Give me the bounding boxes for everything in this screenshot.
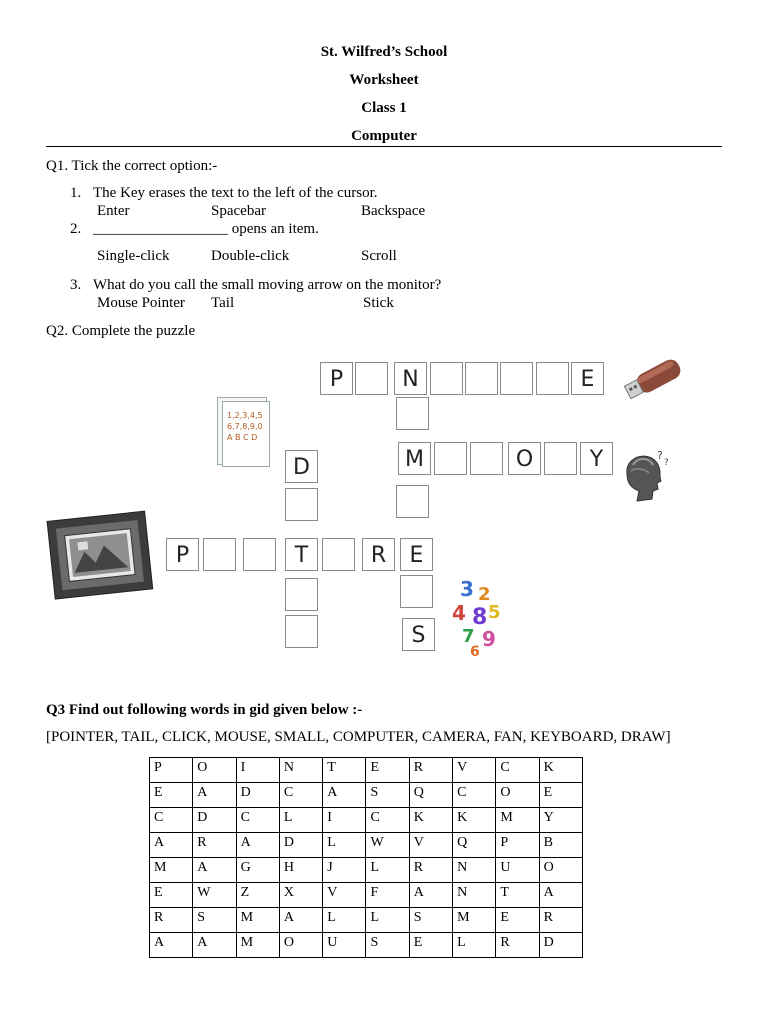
grid-cell[interactable]: S — [366, 933, 409, 958]
grid-cell[interactable]: Q — [453, 833, 496, 858]
grid-cell[interactable]: T — [323, 758, 366, 783]
grid-cell[interactable]: Z — [236, 883, 279, 908]
grid-cell[interactable]: V — [409, 833, 452, 858]
crossword-cell[interactable] — [434, 442, 467, 475]
svg-text:2: 2 — [478, 584, 491, 605]
q1-item-2-option-c[interactable]: Scroll — [361, 248, 397, 264]
crossword-cell[interactable]: M — [398, 442, 431, 475]
grid-cell[interactable]: C — [279, 783, 322, 808]
crossword-cell[interactable]: T — [285, 538, 318, 571]
crossword-cell[interactable] — [430, 362, 463, 395]
grid-cell[interactable]: L — [279, 808, 322, 833]
grid-cell[interactable]: E — [366, 758, 409, 783]
grid-cell[interactable]: E — [496, 908, 539, 933]
crossword-cell[interactable] — [285, 488, 318, 521]
grid-cell[interactable]: D — [236, 783, 279, 808]
q3-word-list: [POINTER, TAIL, CLICK, MOUSE, SMALL, COMPUTER, CAMERA, FAN, KEYBOARD, DRAW] — [46, 729, 671, 745]
grid-row — [150, 933, 583, 958]
q1-item-1-option-c[interactable]: Backspace — [361, 203, 426, 219]
grid-cell[interactable]: R — [409, 758, 452, 783]
crossword-cell[interactable] — [396, 485, 429, 518]
grid-cell[interactable]: W — [193, 883, 236, 908]
grid-cell[interactable]: F — [366, 883, 409, 908]
grid-row — [150, 833, 583, 858]
grid-cell[interactable]: E — [409, 933, 452, 958]
grid-row — [150, 908, 583, 933]
grid-cell[interactable]: A — [193, 933, 236, 958]
q2-title: Q2. Complete the puzzle — [46, 323, 196, 339]
grid-cell[interactable]: K — [409, 808, 452, 833]
grid-cell[interactable]: O — [496, 783, 539, 808]
grid-cell[interactable]: N — [279, 758, 322, 783]
grid-cell[interactable]: U — [323, 933, 366, 958]
crossword-cell[interactable] — [536, 362, 569, 395]
grid-row — [150, 883, 583, 908]
crossword-cell[interactable] — [322, 538, 355, 571]
q1-item-2-option-b[interactable]: Double-click — [211, 248, 290, 264]
grid-cell[interactable]: O — [193, 758, 236, 783]
grid-cell[interactable]: X — [279, 883, 322, 908]
grid-cell[interactable]: D — [539, 933, 582, 958]
crossword-cell[interactable] — [285, 578, 318, 611]
grid-cell[interactable]: A — [323, 783, 366, 808]
grid-cell[interactable]: A — [150, 833, 193, 858]
q1-item-1-option-b[interactable]: Spacebar — [211, 203, 266, 219]
grid-cell[interactable]: A — [193, 858, 236, 883]
grid-cell[interactable]: A — [150, 933, 193, 958]
svg-text:5: 5 — [488, 602, 501, 623]
pen-drive-icon — [620, 350, 690, 405]
word-search-grid — [149, 757, 583, 958]
grid-cell[interactable]: I — [323, 808, 366, 833]
q1-item-3-option-b[interactable]: Tail — [211, 295, 235, 311]
grid-cell[interactable]: P — [496, 833, 539, 858]
grid-cell[interactable]: P — [150, 758, 193, 783]
grid-cell[interactable]: R — [409, 858, 452, 883]
grid-cell[interactable]: A — [539, 883, 582, 908]
grid-cell[interactable]: L — [323, 833, 366, 858]
svg-text:?: ? — [657, 449, 663, 462]
grid-cell[interactable]: V — [323, 883, 366, 908]
crossword-cell[interactable] — [396, 397, 429, 430]
grid-cell[interactable]: Q — [409, 783, 452, 808]
crossword-cell[interactable] — [203, 538, 236, 571]
q1-item-2-option-a[interactable]: Single-click — [97, 248, 170, 264]
grid-cell[interactable]: H — [279, 858, 322, 883]
colorful-numbers-icon — [448, 570, 518, 660]
crossword-cell[interactable] — [500, 362, 533, 395]
crossword-cell[interactable]: D — [285, 450, 318, 483]
grid-cell[interactable]: W — [366, 833, 409, 858]
grid-row — [150, 783, 583, 808]
grid-cell[interactable]: N — [453, 883, 496, 908]
crossword-cell[interactable]: P — [166, 538, 199, 571]
crossword-cell[interactable] — [400, 575, 433, 608]
crossword-cell[interactable] — [465, 362, 498, 395]
grid-cell[interactable]: M — [150, 858, 193, 883]
grid-cell[interactable]: C — [236, 808, 279, 833]
svg-text:3: 3 — [460, 577, 474, 601]
grid-cell[interactable]: C — [496, 758, 539, 783]
grid-cell[interactable]: M — [236, 908, 279, 933]
grid-cell[interactable]: C — [453, 783, 496, 808]
grid-cell[interactable]: E — [150, 783, 193, 808]
crossword-cell[interactable]: R — [362, 538, 395, 571]
svg-text:6: 6 — [470, 644, 480, 660]
grid-cell[interactable]: S — [193, 908, 236, 933]
crossword-cell[interactable]: N — [394, 362, 427, 395]
q1-item-3-number: 3. — [70, 277, 82, 293]
crossword-cell[interactable] — [243, 538, 276, 571]
numbers-card-line: 1,2,3,4,5 — [227, 411, 263, 420]
crossword-cell[interactable]: O — [508, 442, 541, 475]
grid-cell[interactable]: O — [539, 858, 582, 883]
q1-item-1-number: 1. — [70, 185, 82, 201]
q3-title: Q3 Find out following words in gid given below :- — [46, 702, 363, 718]
numbers-card-image — [222, 401, 274, 471]
grid-cell[interactable]: T — [496, 883, 539, 908]
crossword-cell[interactable] — [285, 615, 318, 648]
numbers-card-line: 6,7,8,9,0 — [227, 422, 263, 431]
grid-cell[interactable]: M — [496, 808, 539, 833]
grid-cell[interactable]: A — [409, 883, 452, 908]
crossword-cell[interactable]: P — [320, 362, 353, 395]
q1-item-2-question: __________________ opens an item. — [93, 221, 319, 237]
thinking-head-icon — [615, 443, 675, 508]
grid-cell[interactable]: M — [236, 933, 279, 958]
grid-cell[interactable]: R — [193, 833, 236, 858]
grid-cell[interactable]: R — [150, 908, 193, 933]
crossword-puzzle — [0, 345, 768, 675]
crossword-cell[interactable] — [470, 442, 503, 475]
class-label: Class 1 — [361, 100, 407, 116]
grid-cell[interactable]: E — [150, 883, 193, 908]
subject-label: Computer — [351, 128, 417, 144]
grid-cell[interactable]: K — [453, 808, 496, 833]
crossword-cell[interactable] — [355, 362, 388, 395]
grid-row — [150, 858, 583, 883]
svg-text:9: 9 — [482, 627, 496, 651]
grid-cell[interactable]: G — [236, 858, 279, 883]
grid-cell[interactable]: R — [539, 908, 582, 933]
grid-cell[interactable]: D — [279, 833, 322, 858]
grid-cell[interactable]: E — [539, 783, 582, 808]
grid-cell[interactable]: O — [279, 933, 322, 958]
grid-cell[interactable]: A — [279, 908, 322, 933]
crossword-cell[interactable]: Y — [580, 442, 613, 475]
q1-item-1-question: The Key erases the text to the left of the cursor. — [93, 185, 378, 201]
grid-cell[interactable]: N — [453, 858, 496, 883]
grid-cell[interactable]: S — [409, 908, 452, 933]
grid-cell[interactable]: Y — [539, 808, 582, 833]
crossword-cell[interactable] — [544, 442, 577, 475]
svg-text:7: 7 — [462, 626, 475, 647]
q1-item-1-option-a[interactable]: Enter — [97, 203, 130, 219]
grid-cell[interactable]: M — [453, 908, 496, 933]
q1-item-3-option-c[interactable]: Stick — [363, 295, 394, 311]
svg-text:4: 4 — [452, 601, 466, 625]
svg-text:?: ? — [664, 458, 669, 468]
school-name: St. Wilfred’s School — [320, 44, 448, 60]
grid-cell[interactable]: B — [539, 833, 582, 858]
grid-cell[interactable]: D — [193, 808, 236, 833]
q1-title: Q1. Tick the correct option:- — [46, 158, 218, 174]
grid-row — [150, 808, 583, 833]
grid-cell[interactable]: A — [193, 783, 236, 808]
q1-item-3-question: What do you call the small moving arrow on the monitor? — [93, 277, 442, 293]
grid-row — [150, 758, 583, 783]
header-divider — [46, 146, 722, 147]
q1-item-2-number: 2. — [70, 221, 82, 237]
svg-text:8: 8 — [472, 605, 488, 630]
grid-cell[interactable]: C — [150, 808, 193, 833]
grid-cell[interactable]: L — [366, 858, 409, 883]
grid-cell[interactable]: R — [496, 933, 539, 958]
crossword-cell[interactable]: S — [402, 618, 435, 651]
grid-cell[interactable]: L — [366, 908, 409, 933]
grid-cell[interactable]: U — [496, 858, 539, 883]
grid-cell[interactable]: A — [236, 833, 279, 858]
grid-cell[interactable]: S — [366, 783, 409, 808]
grid-cell[interactable]: V — [453, 758, 496, 783]
crossword-cell[interactable]: E — [400, 538, 433, 571]
grid-cell[interactable]: C — [366, 808, 409, 833]
grid-cell[interactable]: L — [453, 933, 496, 958]
numbers-card-line: A B C D — [227, 433, 258, 442]
grid-cell[interactable]: I — [236, 758, 279, 783]
grid-cell[interactable]: L — [323, 908, 366, 933]
grid-cell[interactable]: J — [323, 858, 366, 883]
monitor-icon — [45, 510, 157, 603]
crossword-cell[interactable]: E — [571, 362, 604, 395]
grid-cell[interactable]: K — [539, 758, 582, 783]
document-type: Worksheet — [349, 72, 419, 88]
q1-item-3-option-a[interactable]: Mouse Pointer — [97, 295, 185, 311]
